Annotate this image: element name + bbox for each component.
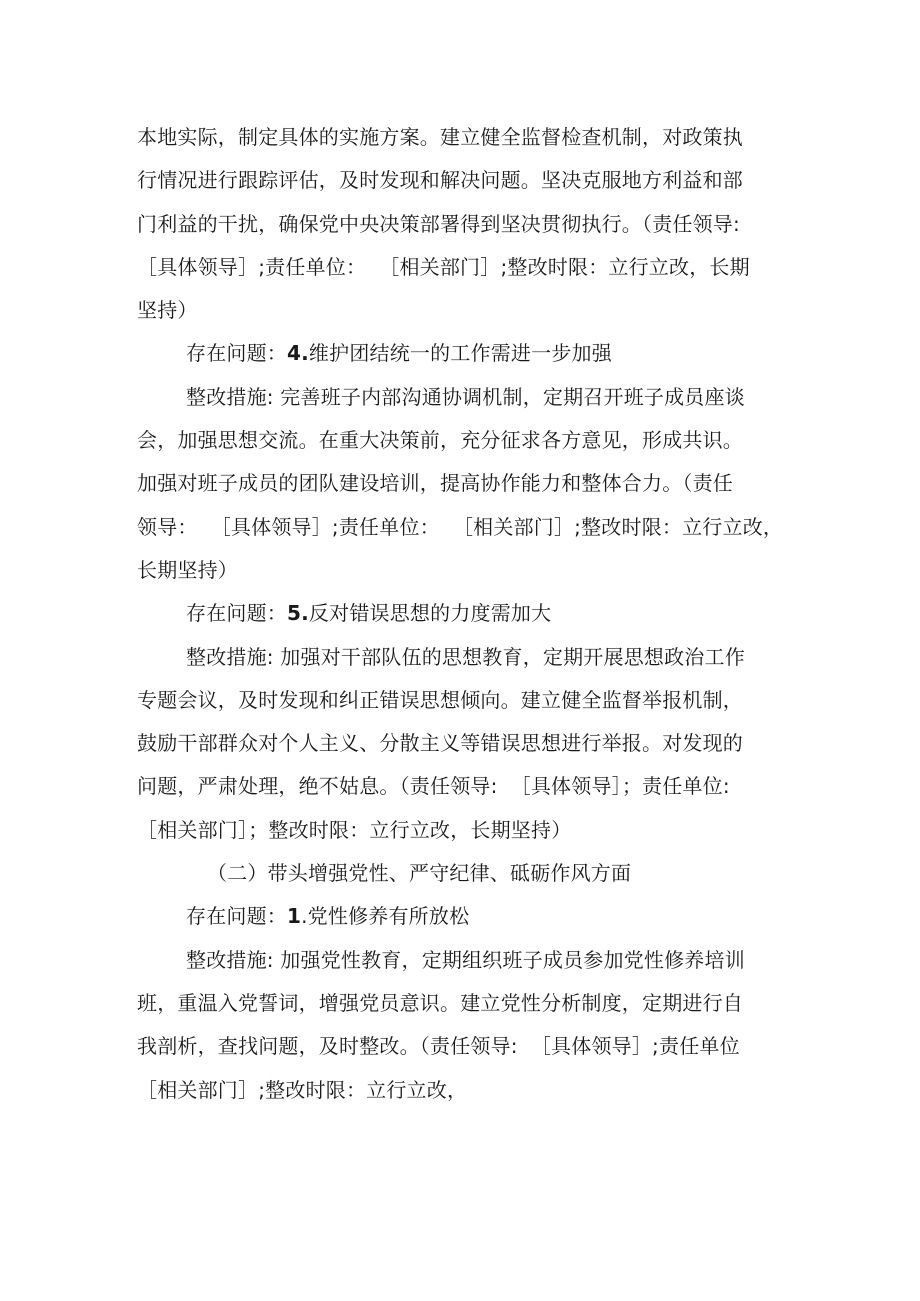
issue-title: .党性修养有所放松: [301, 904, 470, 929]
paragraph-line: 我剖析，查找问题，及时整改。（责任领导: ［具体领导］;责任单位: [137, 1034, 740, 1059]
measure-line: 整改措施: 加强对干部队伍的思想教育，定期开展思想政治工作: [186, 644, 745, 669]
paragraph-line: 门利益的干扰，确保党中央决策部署得到坚决贯彻执行。（责任领导:: [137, 211, 740, 236]
issue-label: 存在问题：: [186, 341, 287, 366]
paragraph-line: 专题会议，及时发现和纠正错误思想倾向。建立健全监督举报机制，: [137, 687, 743, 712]
document-body: [137, 116, 787, 1112]
section-heading: （二）带头增强党性、严守纪律、砥砺作风方面: [207, 861, 632, 886]
issue-number: 1: [287, 904, 302, 929]
issue-title: 维护团结统一的工作需进一步加强: [308, 341, 612, 366]
paragraph-line: 问题，严肃处理，绝不姑息。（责任领导: ［具体领导］；责任单位:: [137, 774, 730, 799]
issue-label: 存在问题：: [186, 904, 287, 929]
paragraph-line: 会，加强思想交流。在重大决策前，充分征求各方意见，形成共识。: [137, 428, 743, 453]
paragraph-line: 本地实际，制定具体的实施方案。建立健全监督检查机制，对政策执: [137, 125, 743, 149]
issue-heading: [137, 895, 787, 938]
issue-heading: [137, 592, 787, 635]
paragraph-line: 加强对班子成员的团队建设培训，提高协作能力和整体合力。（责任: [137, 471, 733, 496]
issue-label: 存在问题：: [186, 601, 287, 626]
paragraph-line: ［具体领导］;责任单位： ［相关部门］;整改时限：立行立改，长期: [137, 254, 750, 279]
measure-line: 整改措施: 完善班子内部沟通协调机制，定期召开班子成员座谈: [186, 384, 745, 409]
paragraph-line: 鼓励干部群众对个人主义、分散主义等错误思想进行举报。对发现的: [137, 731, 743, 756]
paragraph-line: 班，重温入党誓词，增强党员意识。建立党性分析制度，定期进行自: [137, 990, 743, 1015]
paragraph-line: 坚持）: [137, 298, 198, 323]
issue-heading: [137, 332, 787, 375]
paragraph-line: ［相关部门］；整改时限：立行立改，长期坚持）: [137, 817, 572, 842]
paragraph-line: 行情况进行跟踪评估，及时发现和解决问题。坚决克服地方利益和部: [137, 168, 743, 193]
measure-line: 整改措施: 加强党性教育，定期组织班子成员参加党性修养培训: [186, 947, 745, 972]
paragraph-line: ［相关部门］;整改时限：立行立改，: [137, 1077, 468, 1102]
issue-number: 4.: [287, 341, 309, 366]
issue-number: 5.: [287, 601, 309, 626]
paragraph-line: 领导： ［具体领导］;责任单位： ［相关部门］;整改时限：立行立改，: [137, 514, 784, 539]
issue-title: 反对错误思想的力度需加大: [308, 601, 552, 626]
paragraph-line: 长期坚持）: [137, 557, 238, 582]
